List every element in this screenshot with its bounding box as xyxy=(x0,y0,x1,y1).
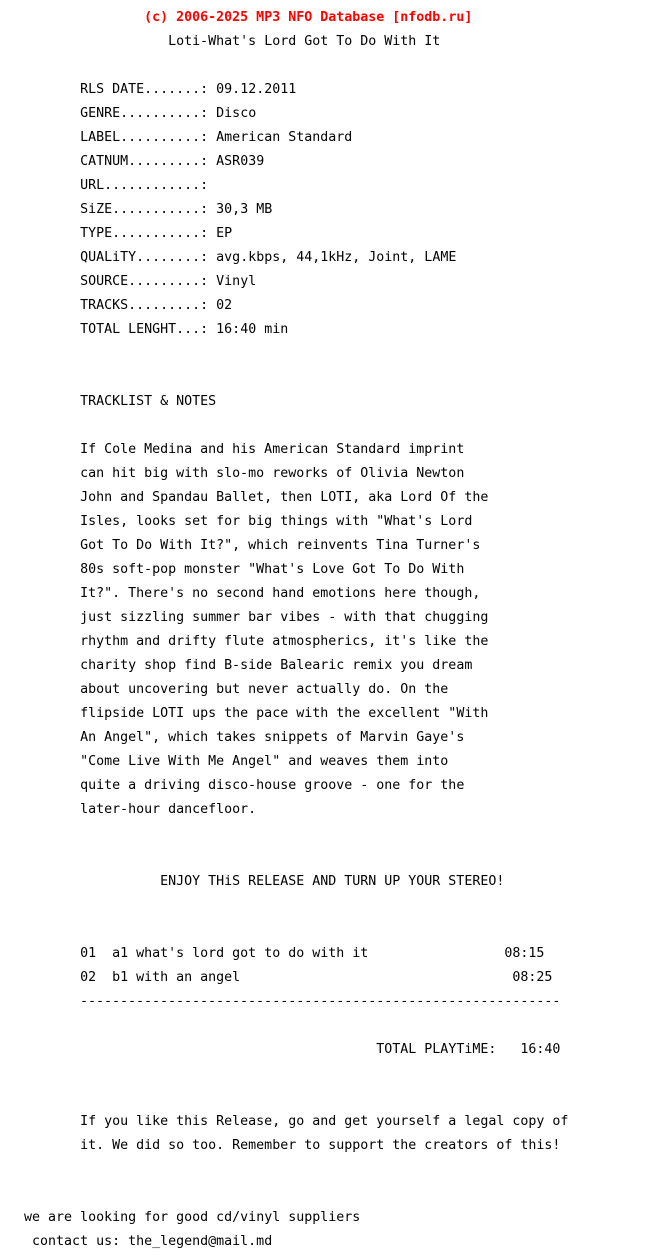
info-row xyxy=(0,84,568,96)
notes-line: Got To Do With It?", which reinvents Tina Turner's xyxy=(80,538,481,553)
track-row xyxy=(0,948,568,960)
tracklist-heading: TRACKLIST & NOTES xyxy=(80,394,217,409)
info-row xyxy=(0,132,568,144)
suppliers-line xyxy=(0,1212,568,1224)
info-row xyxy=(0,108,568,120)
info-label: QUALiTY........: xyxy=(80,250,209,265)
track-row xyxy=(0,972,568,984)
enjoy-line xyxy=(0,876,568,888)
info-label: GENRE..........: xyxy=(80,106,209,121)
info-row xyxy=(0,300,568,312)
notes-line: rhythm and drifty flute atmospherics, it's like the xyxy=(80,634,489,649)
info-label: TYPE...........: xyxy=(80,226,209,241)
contact-text: contact us: the_legend@mail.md xyxy=(32,1234,273,1249)
notes-line: about uncovering but never actually do. On the xyxy=(80,682,449,697)
info-row xyxy=(0,204,568,216)
release-title: Loti-What's Lord Got To Do With It xyxy=(168,34,441,49)
notes-line: just sizzling summer bar vibes - with that chugging xyxy=(80,610,489,625)
notes-line: An Angel", which takes snippets of Marvin Gaye's xyxy=(80,730,465,745)
info-value: 16:40 min xyxy=(216,322,289,337)
total-playtime-line xyxy=(0,1044,568,1056)
track-number: 01 xyxy=(80,946,97,961)
info-label: URL............: xyxy=(80,178,209,193)
info-label: RLS DATE.......: xyxy=(80,82,209,97)
info-value: avg.kbps, 44,1kHz, Joint, LAME xyxy=(216,250,457,265)
release-title-line xyxy=(0,36,568,48)
notes-line: quite a driving disco-house groove - one for the xyxy=(80,778,465,793)
track-title: b1 with an angel xyxy=(112,970,241,985)
info-row xyxy=(0,252,568,264)
info-label: TOTAL LENGHT...: xyxy=(80,322,209,337)
track-duration: 08:15 xyxy=(504,946,545,961)
copyright-line xyxy=(0,12,568,24)
info-row xyxy=(0,180,568,192)
total-playtime-value: 16:40 xyxy=(520,1042,561,1057)
info-label: TRACKS.........: xyxy=(80,298,209,313)
notes-line: John and Spandau Ballet, then LOTI, aka Lord Of the xyxy=(80,490,489,505)
notes-line: If Cole Medina and his American Standard imprint xyxy=(80,442,465,457)
legal-line: it. We did so too. Remember to support the creators of this! xyxy=(80,1138,561,1153)
notes-line: It?". There's no second hand emotions here though, xyxy=(80,586,481,601)
info-value: 30,3 MB xyxy=(216,202,273,217)
info-row xyxy=(0,324,568,336)
info-label: SiZE...........: xyxy=(80,202,209,217)
info-row xyxy=(0,156,568,168)
info-value: 09.12.2011 xyxy=(216,82,297,97)
notes-line: can hit big with slo-mo reworks of Olivia Newton xyxy=(80,466,465,481)
notes-line: flipside LOTI ups the pace with the excellent "With xyxy=(80,706,489,721)
track-number: 02 xyxy=(80,970,97,985)
contact-line xyxy=(0,1236,568,1248)
notes-line: charity shop find B-side Balearic remix you dream xyxy=(80,658,473,673)
legal-line: If you like this Release, go and get yourself a legal copy of xyxy=(80,1114,569,1129)
info-value: Disco xyxy=(216,106,257,121)
track-duration: 08:25 xyxy=(512,970,553,985)
info-value: Vinyl xyxy=(216,274,257,289)
notes-line: later-hour dancefloor. xyxy=(80,802,257,817)
info-value: ASR039 xyxy=(216,154,265,169)
notes-line: 80s soft-pop monster "What's Love Got To Do With xyxy=(80,562,465,577)
tracklist-heading-line xyxy=(0,396,568,408)
enjoy-message: ENJOY THiS RELEASE AND TURN UP YOUR STEREO! xyxy=(160,874,505,889)
separator: ------------------------------------------------------------ xyxy=(80,994,561,1009)
info-value: American Standard xyxy=(216,130,353,145)
info-label: SOURCE.........: xyxy=(80,274,209,289)
notes-line: Isles, looks set for big things with "What's Lord xyxy=(80,514,473,529)
separator-line xyxy=(0,996,568,1008)
copyright-text: (c) 2006-2025 MP3 NFO Database [nfodb.ru] xyxy=(144,10,473,25)
info-label: CATNUM.........: xyxy=(80,154,209,169)
info-value: 02 xyxy=(216,298,233,313)
info-row xyxy=(0,276,568,288)
info-row xyxy=(0,228,568,240)
track-title: a1 what's lord got to do with it xyxy=(112,946,369,961)
suppliers-text: we are looking for good cd/vinyl suppliers xyxy=(24,1210,361,1225)
total-playtime-label: TOTAL PLAYTiME: xyxy=(376,1042,497,1057)
info-value: EP xyxy=(216,226,233,241)
notes-line: "Come Live With Me Angel" and weaves them into xyxy=(80,754,449,769)
info-label: LABEL..........: xyxy=(80,130,209,145)
